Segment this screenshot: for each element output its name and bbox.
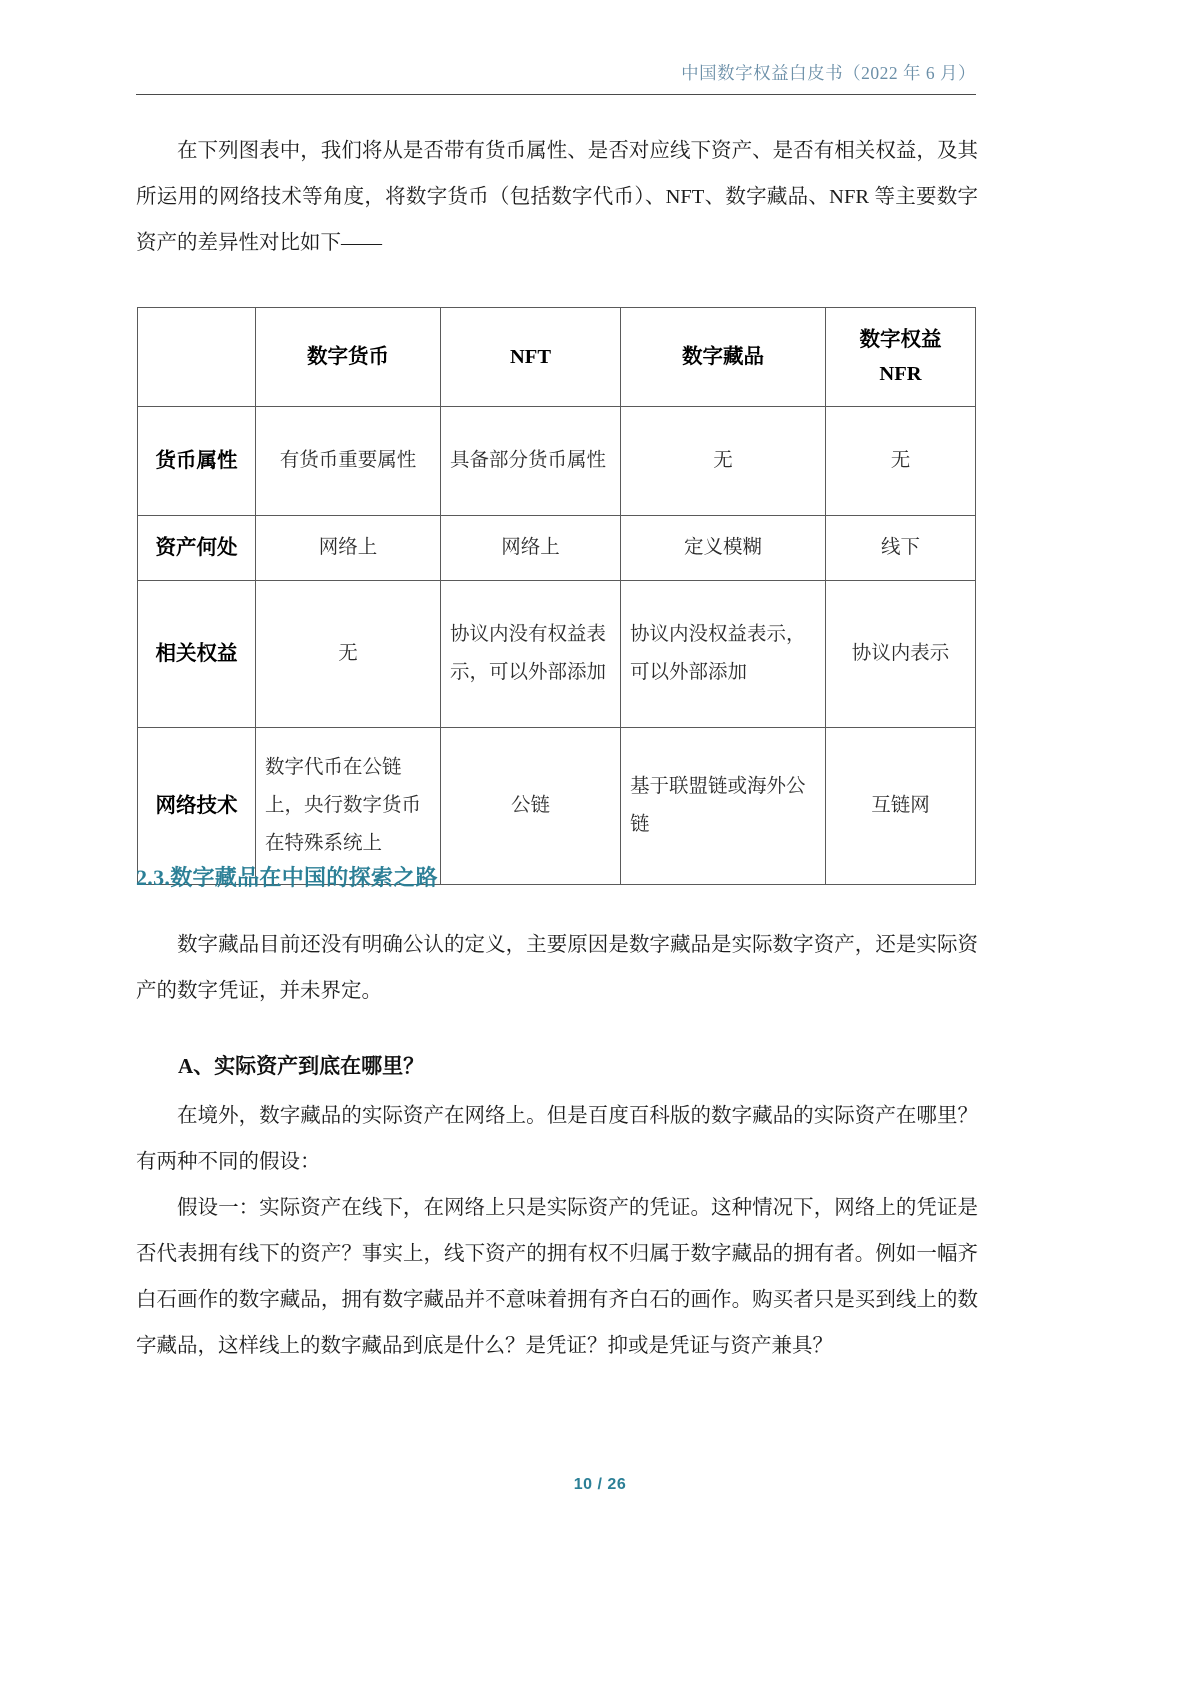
table-header-nft: NFT	[441, 308, 621, 407]
cell-rights-nft: 协议内没有权益表示，可以外部添加	[441, 581, 621, 728]
row-label-monetary-attribute: 货币属性	[138, 407, 256, 516]
table-header-row	[138, 308, 976, 407]
page-header	[136, 60, 976, 95]
table-row	[138, 581, 976, 728]
intro-paragraph: 在下列图表中，我们将从是否带有货币属性、是否对应线下资产、是否有相关权益，及其所运用的网络技术等角度，将数字货币（包括数字代币）、NFT、数字藏品、NFR 等主要数字资产的差异性对比如下——	[136, 140, 978, 254]
cell-rights-digital-currency: 无	[256, 581, 441, 728]
cell-location-collectible: 定义模糊	[621, 516, 826, 581]
table-row	[138, 407, 976, 516]
table-header-digital-collectible: 数字藏品	[621, 308, 826, 407]
cell-location-nft: 网络上	[441, 516, 621, 581]
cell-tech-nfr: 互链网	[826, 728, 976, 885]
table-header-nfr	[826, 308, 976, 407]
cell-tech-nft: 公链	[441, 728, 621, 885]
header-divider	[136, 94, 976, 95]
cell-monetary-nft: 具备部分货币属性	[441, 407, 621, 516]
cell-rights-nfr: 协议内表示	[826, 581, 976, 728]
page-number: 10 / 26	[573, 1476, 627, 1493]
row-label-network-technology: 网络技术	[138, 728, 256, 885]
cell-tech-digital-currency: 数字代币在公链上，央行数字货币在特殊系统上	[256, 728, 441, 885]
subheading-a: A、实际资产到底在哪里？	[178, 1054, 425, 1078]
cell-monetary-digital-currency: 有货币重要属性	[256, 407, 441, 516]
paragraph-definition: 数字藏品目前还没有明确公认的定义，主要原因是数字藏品是实际数字资产，还是实际资产的数字凭证，并未界定。	[136, 934, 978, 1002]
paragraph-overseas-assets: 在境外，数字藏品的实际资产在网络上。但是百度百科版的数字藏品的实际资产在哪里？有两种不同的假设：	[136, 1105, 978, 1173]
comparison-table-wrapper	[137, 307, 975, 885]
table-corner-cell	[138, 308, 256, 407]
row-label-asset-location: 资产何处	[138, 516, 256, 581]
cell-tech-collectible: 基于联盟链或海外公链	[621, 728, 826, 885]
cell-location-nfr: 线下	[826, 516, 976, 581]
section-heading-number: 2.3.	[136, 865, 171, 890]
cell-monetary-nfr: 无	[826, 407, 976, 516]
row-label-related-rights: 相关权益	[138, 581, 256, 728]
running-title: 中国数字权益白皮书（2022 年 6 月）	[681, 63, 976, 83]
paragraph-hypothesis-one: 假设一：实际资产在线下，在网络上只是实际资产的凭证。这种情况下，网络上的凭证是否代表拥有线下的资产？事实上，线下资产的拥有权不归属于数字藏品的拥有者。例如一幅齐白石画作的数字藏品，拥有数字藏品并不意味着拥有齐白石的画作。购买者只是买到线上的数字藏品，这样线上的数字藏品到底是什么？是凭证？抑或是凭证与资产兼具？	[136, 1197, 978, 1357]
cell-monetary-collectible: 无	[621, 407, 826, 516]
table-row	[138, 516, 976, 581]
comparison-table	[137, 307, 976, 885]
section-heading-2-3	[136, 861, 438, 892]
table-header-nfr-line2: NFR	[879, 363, 922, 385]
cell-location-digital-currency: 网络上	[256, 516, 441, 581]
table-header-nfr-line1: 数字权益	[859, 329, 942, 351]
section-heading-text: 数字藏品在中国的探索之路	[170, 865, 438, 890]
table-header-digital-currency: 数字货币	[256, 308, 441, 407]
cell-rights-collectible: 协议内没权益表示，可以外部添加	[621, 581, 826, 728]
